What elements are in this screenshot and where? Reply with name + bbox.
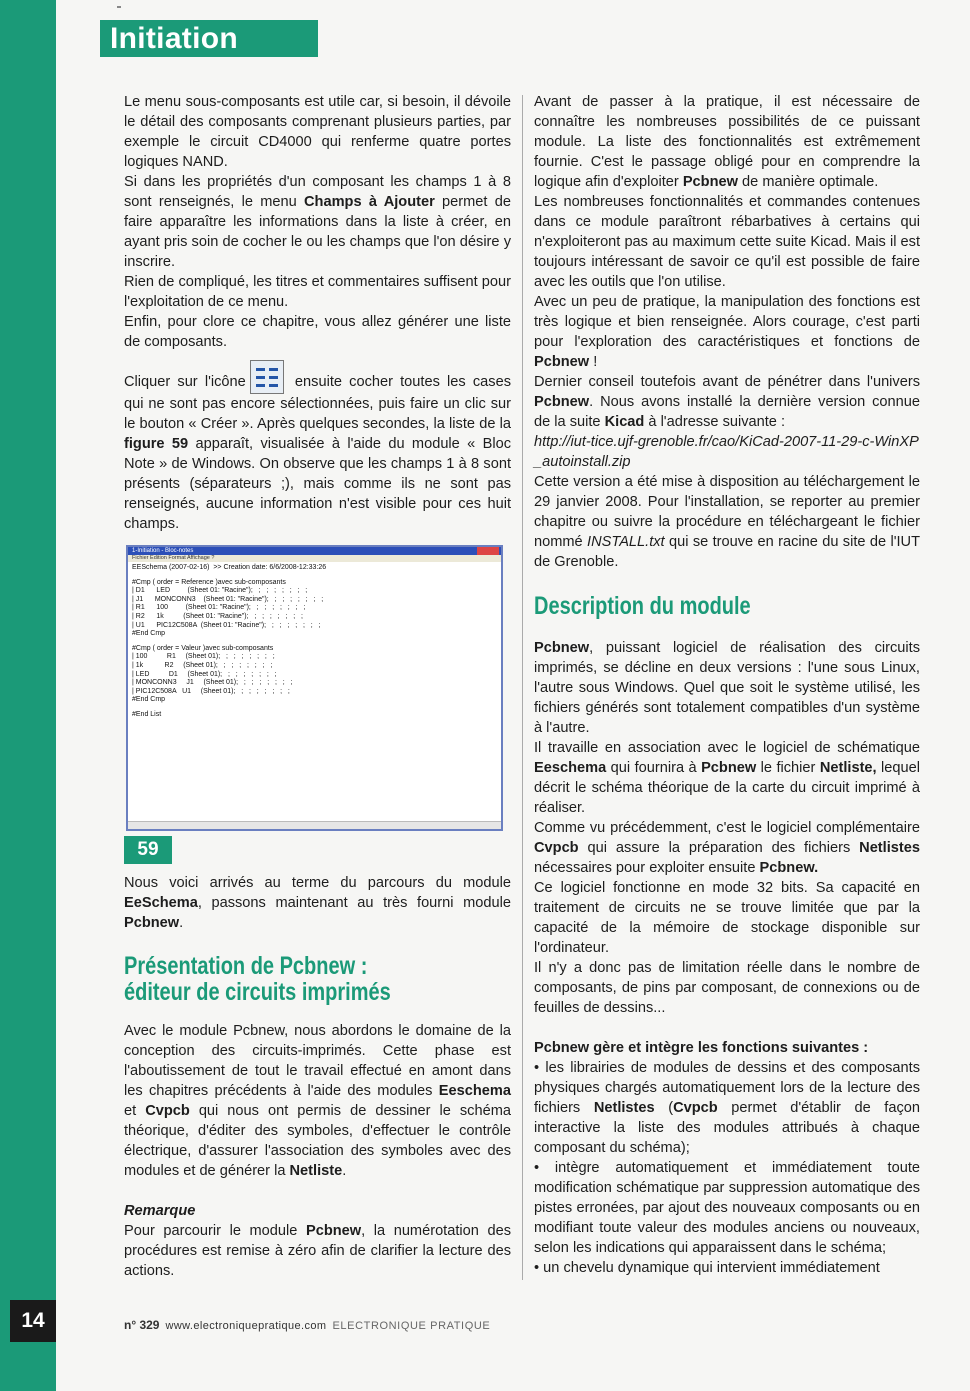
- notepad-line: #End List: [132, 710, 162, 718]
- paragraph: [534, 878, 920, 958]
- text-run: apparaît, visualisée à l'aide du module « Bloc Note » de Windows. On observe que les champs 1 à 8 sont présents (séparateurs ;), mais comme ils ne sont pas renseignés, aucune information n'est visible pour ces huit champs.: [124, 436, 512, 532]
- text-fragment: [124, 374, 246, 390]
- notepad-title: 1-Initiation - Bloc-notes: [132, 548, 194, 554]
- text-run: Pcbnew: [534, 354, 590, 370]
- magazine-name: ELECTRONIQUE PRATIQUE: [332, 1320, 491, 1332]
- color-sidebar: [0, 0, 56, 1391]
- website-url: www.electroniquepratique.com: [165, 1320, 327, 1332]
- paragraph: [534, 372, 920, 432]
- notepad-line: | PIC12C508A U1 (Sheet 01); ; ; ; ; ; ; ;: [132, 687, 290, 695]
- text-run: Pcbnew: [701, 760, 757, 776]
- text-run: Il n'y a donc pas de limitation réelle dans le nombre de composants, de pins par composant, de connexions ou de feuilles de dessins...: [534, 960, 920, 1016]
- left-column-bottom: [124, 1021, 511, 1281]
- text-run: Cliquer sur l'icône: [124, 374, 246, 390]
- text-run: !: [589, 354, 598, 370]
- notepad-screenshot: [126, 545, 503, 831]
- heading-line: éditeur de circuits imprimés: [124, 978, 391, 1006]
- text-run: Ce logiciel fonctionne en mode 32 bits. Sa capacité en traitement de circuits ne se trouve limitée que par la capacité de la mémoire de stockage disponible sur l'ordinateur.: [534, 880, 920, 956]
- text-run: , puissant logiciel de réalisation des circuits imprimés, se décline en deux versions : l'une sous Linux, l'autre sous Windows. Quel que soit le système utilisé, les fichiers générés sont totalement compatibles d'un système à l'autre.: [534, 640, 920, 736]
- text-fragment: [124, 374, 511, 532]
- notepad-line: | J1 MONCONN3 (Sheet 01: "Racine"); ; ; ; ; ; ; ;: [132, 595, 324, 603]
- page-footer: [124, 1318, 490, 1332]
- notepad-line: | U1 PIC12C508A (Sheet 01: "Racine"); ; ; ; ; ; ; ;: [132, 621, 321, 629]
- text-run: Eeschema: [534, 760, 607, 776]
- text-run: ensuite cocher toutes les cases qui ne sont pas encore sélectionnées, puis faire un clic sur le bouton « Créer ». Après quelques secondes, la liste de la: [124, 374, 511, 432]
- text-run: Cvpcb: [145, 1103, 190, 1119]
- text-run: • un chevelu dynamique qui intervient immédiatement: [534, 1260, 880, 1276]
- text-run: permet de faire apparaître les informations dans la liste à créer, en ayant pris soin de cocher le ou les champs que l'on désire y inscrire.: [124, 194, 511, 270]
- paragraph: [534, 818, 920, 878]
- notepad-title-bar: [128, 547, 501, 555]
- url-text: [534, 432, 920, 472]
- text-run: à l'adresse suivante :: [644, 414, 786, 430]
- text-run: Comme vu précédemment, c'est le logiciel complémentaire: [534, 820, 920, 836]
- text-run: Pcbnew: [682, 174, 738, 190]
- paragraph: [124, 873, 511, 933]
- text-run: Pcbnew: [534, 640, 590, 656]
- text-run: Enfin, pour clore ce chapitre, vous allez générer une liste de composants.: [124, 314, 511, 350]
- text-run: Rien de compliqué, les titres et commentaires suffisent pour l'exploitation de ce menu.: [124, 274, 511, 310]
- paragraph: [534, 638, 920, 738]
- text-run: permet d'établir de façon interactive la liste des modules attribués à chaque composant du schéma);: [534, 1100, 920, 1156]
- text-run: • intègre automatiquement et immédiatement toute modification schématique par suppression automatique des pistes erronées, par ajout des nouveaux composants ou en modifiant toute valeur des modules anciens ou nouveaux, selon les indications qui apparaissent dans le schéma;: [534, 1160, 920, 1256]
- feature-item: [534, 1158, 920, 1258]
- page-number: 14: [10, 1300, 56, 1342]
- text-run: Pour parcourir le module: [124, 1223, 306, 1239]
- text-run: Avec un peu de pratique, la manipulation des fonctions est très logique et bien renseignée. Alors courage, c'est parti pour l'exploration des caractéristiques et fonctions de: [534, 294, 920, 350]
- text-run: Netliste,: [819, 760, 877, 776]
- section-heading-description: Description du module: [534, 592, 751, 620]
- paragraph: [124, 1221, 511, 1281]
- remark-title: Remarque: [124, 1203, 196, 1219]
- figure-number: 59: [124, 836, 172, 864]
- text-run: nécessaires pour exploiter ensuite: [534, 860, 760, 876]
- text-run: Avant de passer à la pratique, il est nécessaire de connaître les nombreuses possibilités de ce puissant module. La liste des fonctionnalités est extrêmement fournie. C'est le passage obligé pour en comprendre la logique afin d'exploiter: [534, 94, 920, 190]
- text-run: Netlistes: [593, 1100, 655, 1116]
- notepad-line: | LED D1 (Sheet 01); ; ; ; ; ; ; ;: [132, 670, 277, 678]
- text-run: Il travaille en association avec le logiciel de schématique: [534, 740, 920, 756]
- left-column-top: [124, 92, 511, 534]
- notepad-menu: Fichier Edition Format Affichage ?: [128, 555, 501, 562]
- text-run: Le menu sous-composants est utile car, si besoin, il dévoile le détail des composants comprenant plusieurs parties, par exemple le circuit CD4000 qui renferme quatre portes logiques NAND.: [124, 94, 511, 170]
- text-run: http://iut-tice.ujf-grenoble.fr/cao/KiCad-2007-11-29-c-WinXP_autoinstall.zip: [534, 434, 919, 470]
- text-run: Les nombreuses fonctionnalités et commandes contenues dans ce module paraîtront rébarbatives à certains qui n'exploiteront pas au maximum cette suite Kicad. Mais il est toujours intéressant de savoir ce qu'il est possible de faire avec les outils que l'on utilise.: [534, 194, 920, 290]
- text-run: figure 59: [124, 436, 189, 452]
- text-run: Cvpcb: [534, 840, 579, 856]
- text-run: Pcbnew: [124, 915, 180, 931]
- column-separator: [522, 95, 523, 1280]
- notepad-line: EESchema (2007-02-16) >> Creation date: 6/6/2008-12:33:26: [132, 564, 327, 571]
- text-run: de manière optimale.: [737, 174, 879, 190]
- text-run: .: [342, 1163, 347, 1179]
- window-controls-icon: [477, 547, 499, 555]
- notepad-line: | R1 100 (Sheet 01: "Racine"); ; ; ; ; ; ; ;: [132, 604, 306, 612]
- paragraph: [124, 272, 511, 312]
- issue-number: n° 329: [124, 1318, 160, 1332]
- horizontal-scrollbar: [128, 821, 501, 829]
- text-run: Avec le module Pcbnew, nous abordons le domaine de la conception des circuits-imprimés. Cette phase est l'aboutissement de tout le travail effectué en amont dans les chapitres précédents à l'aide des modules: [124, 1023, 511, 1099]
- text-run: Pcbnew: [305, 1223, 362, 1239]
- text-run: Champs à Ajouter: [304, 194, 435, 210]
- text-run: , passons maintenant au très fourni module: [197, 895, 511, 911]
- notepad-line: #End Cmp: [132, 630, 166, 638]
- text-run: (: [654, 1100, 674, 1116]
- notepad-content: [128, 562, 501, 722]
- text-run: Netliste: [289, 1163, 343, 1179]
- text-run: Dernier conseil toutefois avant de pénétrer dans l'univers: [534, 374, 920, 390]
- section-banner: Initiation: [100, 20, 318, 57]
- notepad-line: #End Cmp: [132, 696, 166, 704]
- paragraph: [124, 312, 511, 352]
- paragraph: [534, 192, 920, 292]
- paragraph: [534, 472, 920, 572]
- text-run: Cvpcb: [673, 1100, 718, 1116]
- feature-item: [534, 1058, 920, 1158]
- text-run: Eeschema: [438, 1083, 511, 1099]
- paragraph: [124, 1021, 511, 1181]
- text-run: qui nous ont permis de dessiner le schéma théorique, d'éditer des symboles, d'effectuer le contrôle électrique, d'assurer l'association des symboles avec des modules et de générer la: [124, 1103, 511, 1179]
- text-run: qui se trouve en racine du site de l'IUT de Grenoble.: [534, 534, 921, 570]
- text-run: Cette version a été mise à disposition au téléchargement le 29 janvier 2008. Pour l'installation, se reporter au premier chapitre ou suivre la procédure en téléchargeant le fichier nommé: [534, 474, 920, 550]
- paragraph: [534, 92, 920, 192]
- left-column-middle: [124, 873, 511, 933]
- text-run: EeSchema: [124, 895, 198, 911]
- text-run: lequel décrit le schéma théorique de la carte du circuit imprimé à réaliser.: [534, 760, 920, 816]
- notepad-line: | 100 R1 (Sheet 01); ; ; ; ; ; ; ;: [132, 653, 275, 661]
- notepad-line: #Cmp ( order = Reference )avec sub-composants: [132, 578, 286, 586]
- text-run: , la numérotation des procédures est remise à zéro afin de clarifier la lecture des actions.: [124, 1223, 511, 1279]
- text-run: INSTALL.txt: [587, 534, 665, 550]
- paragraph: [534, 292, 920, 372]
- paragraph: [124, 360, 511, 534]
- paragraph: [124, 172, 511, 272]
- paragraph: [534, 738, 920, 818]
- text-run: et: [124, 1103, 146, 1119]
- text-run: le fichier: [756, 760, 820, 776]
- text-run: qui assure la préparation des fichiers: [578, 840, 860, 856]
- text-run: .: [179, 915, 184, 931]
- feature-item: [534, 1258, 920, 1278]
- text-run: Netlistes: [859, 840, 920, 856]
- text-run: Kicad: [604, 414, 645, 430]
- notepad-line: | MONCONN3 J1 (Sheet 01); ; ; ; ; ; ; ;: [132, 679, 293, 687]
- text-run: Si dans les propriétés d'un composant les champs 1 à 8 sont renseignés, le menu: [124, 174, 511, 210]
- heading-line: Présentation de Pcbnew :: [124, 952, 368, 980]
- paragraph: [124, 92, 511, 172]
- features-title: Pcbnew gère et intègre les fonctions suivantes :: [534, 1040, 869, 1056]
- component-list-icon: [250, 360, 284, 394]
- notepad-line: | D1 LED (Sheet 01: "Racine"); ; ; ; ; ; ; ;: [132, 587, 308, 595]
- notepad-line: #Cmp ( order = Valeur )avec sub-composants: [132, 644, 274, 652]
- section-heading-pcbnew: [124, 953, 391, 1005]
- text-run: . Nous avons installé la dernière version connue de la suite: [534, 394, 920, 430]
- paragraph: [534, 958, 920, 1018]
- right-column-top: [534, 92, 920, 572]
- text-run: qui fournira à: [606, 760, 702, 776]
- text-run: Pcbnew.: [759, 860, 819, 876]
- notepad-line: | R2 1k (Sheet 01: "Racine"); ; ; ; ; ; ; ;: [132, 612, 303, 620]
- text-run: • les librairies de modules de dessins et des composants physiques chargés automatiquement lors de la lecture des fichiers: [534, 1060, 920, 1116]
- notepad-line: | 1k R2 (Sheet 01); ; ; ; ; ; ; ;: [132, 661, 273, 669]
- text-run: Pcbnew: [534, 394, 590, 410]
- right-column-bottom: [534, 638, 920, 1278]
- corner-mark: [117, 6, 121, 8]
- text-run: Nous voici arrivés au terme du parcours du module: [124, 875, 511, 891]
